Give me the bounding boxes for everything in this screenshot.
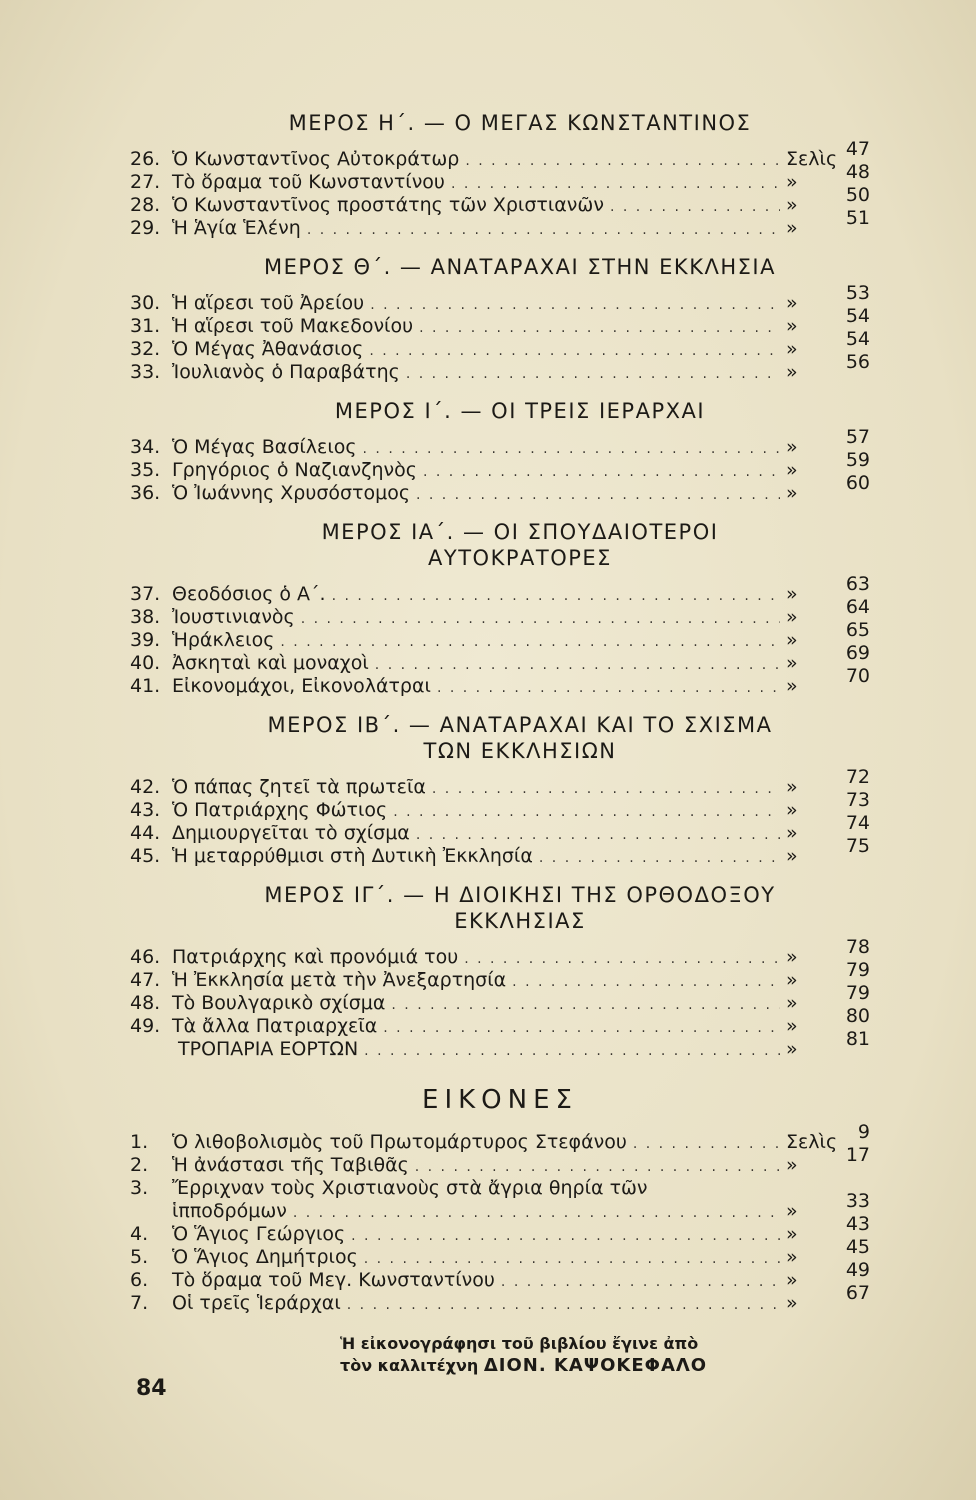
dot-leader bbox=[419, 317, 780, 340]
toc-entry bbox=[130, 472, 870, 505]
toc-entry bbox=[130, 982, 870, 1015]
credit-prefix: τὸν καλλιτέχνη bbox=[340, 1356, 479, 1375]
entry-title: Ἡ Ἁγία Ἑλένη bbox=[172, 217, 301, 239]
toc-entry bbox=[130, 184, 870, 217]
section-heading bbox=[170, 519, 870, 571]
section-heading-line: ΜΕΡΟΣ Η΄. — Ο ΜΕΓΑΣ ΚΩΝΣΤΑΝΤΙΝΟΣ bbox=[288, 111, 752, 135]
dot-leader bbox=[370, 294, 780, 317]
entry-page: 72 bbox=[845, 766, 870, 788]
page-ref-mark: » bbox=[786, 799, 798, 821]
dot-leader bbox=[391, 994, 780, 1017]
toc-entry bbox=[130, 665, 870, 698]
entry-title: Τὸ ὅραμα τοῦ Κωνσταντίνου bbox=[172, 171, 445, 193]
page-ref-mark: » bbox=[786, 822, 798, 844]
dot-leader bbox=[465, 150, 780, 173]
dot-leader bbox=[347, 1294, 780, 1317]
entry-number: 31. bbox=[130, 315, 161, 337]
section-heading bbox=[170, 110, 870, 136]
toc-entry bbox=[130, 1144, 870, 1177]
dot-leader bbox=[406, 363, 780, 386]
section-entries bbox=[130, 766, 870, 868]
entry-title: ΤΡΟΠΑΡΙΑ ΕΟΡΤΩΝ bbox=[178, 1038, 359, 1060]
entry-page: 65 bbox=[845, 619, 870, 641]
illustrations-list bbox=[130, 1121, 870, 1315]
toc-entry bbox=[130, 596, 870, 629]
entry-title: Ὁ Ἅγιος Δημήτριος bbox=[172, 1246, 358, 1268]
page-ref-mark: » bbox=[786, 338, 798, 360]
toc-entry bbox=[130, 1028, 870, 1061]
dot-leader bbox=[351, 1225, 780, 1248]
dot-leader bbox=[464, 948, 780, 971]
entry-page: 73 bbox=[845, 789, 870, 811]
toc-entry bbox=[130, 1213, 870, 1246]
toc-entry bbox=[130, 936, 870, 969]
entry-page: 48 bbox=[845, 161, 870, 183]
page-ref-mark: » bbox=[786, 171, 798, 193]
table-of-contents bbox=[130, 96, 870, 1377]
entry-title-continued: ἱπποδρόμων bbox=[172, 1200, 287, 1222]
section-entries bbox=[130, 426, 870, 505]
entry-page: 70 bbox=[845, 665, 870, 687]
dot-leader bbox=[369, 340, 780, 363]
entry-title: Ὁ Μέγας Ἀθανάσιος bbox=[172, 338, 364, 360]
dot-leader bbox=[383, 1017, 780, 1040]
entry-page: 69 bbox=[845, 642, 870, 664]
entry-number: 40. bbox=[130, 652, 161, 674]
toc-entry bbox=[130, 207, 870, 240]
entry-title: Ὁ Ἰωάννης Χρυσόστομος bbox=[172, 482, 410, 504]
entry-number: 36. bbox=[130, 482, 161, 504]
toc-entry bbox=[130, 305, 870, 338]
entry-number: 27. bbox=[130, 171, 161, 193]
page-ref-mark: » bbox=[786, 652, 798, 674]
dot-leader bbox=[364, 1040, 780, 1063]
entry-page: 54 bbox=[845, 328, 870, 350]
entry-page: 60 bbox=[845, 472, 870, 494]
entry-title: Ἡ μεταρρύθμισι στὴ Δυτικὴ Ἐκκλησία bbox=[172, 845, 533, 867]
page-ref-mark: » bbox=[786, 1223, 798, 1245]
entry-title: Ἡ αἵρεσι τοῦ Μακεδονίου bbox=[172, 315, 414, 337]
toc-entry-continued bbox=[130, 1190, 870, 1223]
page-ref-mark: Σελὶς bbox=[786, 1131, 838, 1153]
entry-number: 5. bbox=[130, 1246, 149, 1268]
entry-number: 44. bbox=[130, 822, 161, 844]
entry-number: 46. bbox=[130, 946, 161, 968]
dot-leader bbox=[280, 631, 780, 654]
entry-title: Ἡ αἵρεσι τοῦ Ἀρείου bbox=[172, 292, 365, 314]
entry-page: 45 bbox=[845, 1236, 870, 1258]
page-ref-mark: » bbox=[786, 459, 798, 481]
entry-page: 49 bbox=[845, 1259, 870, 1281]
entry-page: 67 bbox=[845, 1282, 870, 1304]
entry-title: Ὁ πάπας ζητεῖ τὰ πρωτεῖα bbox=[172, 776, 426, 798]
entry-number: 4. bbox=[130, 1223, 149, 1245]
section-entries bbox=[130, 936, 870, 1061]
page-ref-mark: » bbox=[786, 606, 798, 628]
dot-leader bbox=[451, 173, 780, 196]
toc-entry bbox=[130, 619, 870, 652]
entry-number: 32. bbox=[130, 338, 161, 360]
credit-line-1: Ἡ εἰκονογράφησι τοῦ βιβλίου ἔγινε ἀπὸ bbox=[340, 1334, 699, 1353]
entry-page: 56 bbox=[845, 351, 870, 373]
section-heading-line: ΜΕΡΟΣ Ι΄. — ΟΙ ΤΡΕΙΣ ΙΕΡΑΡΧΑΙ bbox=[334, 399, 706, 423]
section-heading bbox=[170, 398, 870, 424]
entry-title: Ἡράκλειος bbox=[172, 629, 275, 651]
toc-entry bbox=[130, 138, 870, 171]
toc-entry bbox=[130, 161, 870, 194]
entry-number: 39. bbox=[130, 629, 161, 651]
toc-entry bbox=[130, 835, 870, 868]
page-ref-mark: » bbox=[786, 675, 798, 697]
toc-entry bbox=[130, 449, 870, 482]
entry-title: Τὸ Βουλγαρικὸ σχίσμα bbox=[172, 992, 386, 1014]
entry-page: 74 bbox=[845, 812, 870, 834]
section-heading-line: ΤΩΝ ΕΚΚΛΗΣΙΩΝ bbox=[423, 739, 617, 763]
entry-page: 33 bbox=[845, 1190, 870, 1212]
entry-number: 34. bbox=[130, 436, 161, 458]
illustration-credit bbox=[340, 1333, 870, 1377]
entry-page: 54 bbox=[845, 305, 870, 327]
page-ref-mark: » bbox=[786, 583, 798, 605]
entry-title: Γρηγόριος ὁ Ναζιανζηνὸς bbox=[172, 459, 417, 481]
dot-leader bbox=[423, 461, 780, 484]
page-ref-mark: » bbox=[786, 845, 798, 867]
entry-title: Οἱ τρεῖς Ἱεράρχαι bbox=[172, 1292, 341, 1314]
entry-title: Ὁ Κωνσταντῖνος προστάτης τῶν Χριστιανῶν bbox=[172, 194, 604, 216]
dot-leader bbox=[437, 677, 780, 700]
toc-entry bbox=[130, 426, 870, 459]
dot-leader bbox=[610, 196, 780, 219]
entry-number: 1. bbox=[130, 1131, 149, 1153]
toc-entry bbox=[130, 1005, 870, 1038]
entry-number: 38. bbox=[130, 606, 161, 628]
entry-number: 35. bbox=[130, 459, 161, 481]
toc-entry bbox=[130, 1177, 870, 1200]
section-heading-line: ΜΕΡΟΣ ΙΑ΄. — ΟΙ ΣΠΟΥΔΑΙΟΤΕΡΟΙ bbox=[321, 520, 719, 544]
entry-title: Ὁ Πατριάρχης Φώτιος bbox=[172, 799, 388, 821]
entry-page: 79 bbox=[845, 982, 870, 1004]
page-ref-mark: » bbox=[786, 992, 798, 1014]
entry-page: 81 bbox=[845, 1028, 870, 1050]
entry-title: Ὁ λιθοβολισμὸς τοῦ Πρωτομάρτυρος Στεφάνου bbox=[172, 1131, 627, 1153]
entry-number: 2. bbox=[130, 1154, 149, 1176]
entry-title: Ἀσκηταὶ καὶ μοναχοὶ bbox=[172, 652, 369, 674]
entry-page: 78 bbox=[845, 936, 870, 958]
page-ref-mark: » bbox=[786, 361, 798, 383]
entry-number: 7. bbox=[130, 1292, 149, 1314]
credit-line-2 bbox=[340, 1355, 870, 1377]
page-ref-mark: » bbox=[786, 969, 798, 991]
entry-title: Ὁ Ἅγιος Γεώργιος bbox=[172, 1223, 346, 1245]
page-ref-mark: » bbox=[786, 629, 798, 651]
entry-title: Δημιουργεῖται τὸ σχίσμα bbox=[172, 822, 410, 844]
toc-entry bbox=[130, 766, 870, 799]
section-heading bbox=[170, 712, 870, 764]
entry-title: Ὁ Μέγας Βασίλειος bbox=[172, 436, 357, 458]
entry-number: 47. bbox=[130, 969, 161, 991]
entry-number: 43. bbox=[130, 799, 161, 821]
page-ref-mark: Σελὶς bbox=[786, 148, 838, 170]
page-ref-mark: » bbox=[786, 436, 798, 458]
entry-page: 75 bbox=[845, 835, 870, 857]
entry-page: 47 bbox=[845, 138, 870, 160]
entry-page: 43 bbox=[845, 1213, 870, 1235]
entry-page: 79 bbox=[845, 959, 870, 981]
entry-title: Ἰουστινιανὸς bbox=[172, 606, 295, 628]
toc-entry bbox=[130, 812, 870, 845]
toc-entry bbox=[130, 789, 870, 822]
entry-number: 6. bbox=[130, 1269, 149, 1291]
illustrations-heading: ΕΙΚΟΝΕΣ bbox=[422, 1085, 578, 1115]
section-entries bbox=[130, 138, 870, 240]
artist-name: ΔΙΟΝ. ΚΑΨΟΚΕΦΑΛΟ bbox=[483, 1355, 708, 1376]
entry-number: 41. bbox=[130, 675, 161, 697]
dot-leader bbox=[432, 778, 780, 801]
toc-entry bbox=[130, 1259, 870, 1292]
entry-number: 33. bbox=[130, 361, 161, 383]
dot-leader bbox=[307, 219, 780, 242]
dot-leader bbox=[375, 654, 780, 677]
entry-page: 59 bbox=[845, 449, 870, 471]
page-ref-mark: » bbox=[786, 315, 798, 337]
page-ref-mark: » bbox=[786, 217, 798, 239]
dot-leader bbox=[393, 801, 780, 824]
entry-page: 64 bbox=[845, 596, 870, 618]
dot-leader bbox=[301, 608, 780, 631]
entry-page: 9 bbox=[857, 1121, 870, 1143]
entry-title: Πατριάρχης καὶ προνόμιά του bbox=[172, 946, 459, 968]
entry-number: 48. bbox=[130, 992, 161, 1014]
page-ref-mark: » bbox=[786, 776, 798, 798]
dot-leader bbox=[512, 971, 780, 994]
section-heading-line: ΜΕΡΟΣ ΙΒ΄. — ΑΝΑΤΑΡΑΧΑΙ ΚΑΙ ΤΟ ΣΧΙΣΜΑ bbox=[267, 713, 773, 737]
dot-leader bbox=[416, 824, 780, 847]
section-heading-line: ΑΥΤΟΚΡΑΤΟΡΕΣ bbox=[428, 546, 612, 570]
page-ref-mark: » bbox=[786, 1200, 798, 1222]
toc-entry bbox=[130, 642, 870, 675]
page-ref-mark: » bbox=[786, 292, 798, 314]
dot-leader bbox=[415, 1156, 780, 1179]
entry-number: 3. bbox=[130, 1177, 149, 1199]
toc-entry bbox=[130, 1282, 870, 1315]
dot-leader bbox=[416, 484, 780, 507]
dot-leader bbox=[364, 1248, 780, 1271]
entry-title: Ἰουλιανὸς ὁ Παραβάτης bbox=[172, 361, 400, 383]
entry-page: 50 bbox=[845, 184, 870, 206]
dot-leader bbox=[363, 438, 780, 461]
toc-entry bbox=[130, 1121, 870, 1154]
toc-entry bbox=[130, 351, 870, 384]
section-entries bbox=[130, 573, 870, 698]
section-heading-line: ΜΕΡΟΣ ΙΓ΄. — Η ΔΙΟΙΚΗΣΙ ΤΗΣ ΟΡΘΟΔΟΞΟΥ bbox=[264, 883, 776, 907]
entry-title: Ὁ Κωνσταντῖνος Αὐτοκράτωρ bbox=[172, 148, 460, 170]
entry-title: Θεοδόσιος ὁ Α΄. bbox=[172, 583, 326, 605]
page-ref-mark: » bbox=[786, 482, 798, 504]
entry-title: Ἔρριχναν τοὺς Χριστιανοὺς στὰ ἄγρια θηρία τῶν bbox=[172, 1177, 648, 1199]
page-ref-mark: » bbox=[786, 1015, 798, 1037]
entry-page: 53 bbox=[845, 282, 870, 304]
dot-leader bbox=[633, 1133, 780, 1156]
toc-entry bbox=[130, 1236, 870, 1269]
dot-leader bbox=[539, 847, 780, 870]
entry-number: 26. bbox=[130, 148, 161, 170]
entry-title: Ἡ ἀνάστασι τῆς Ταβιθᾶς bbox=[172, 1154, 409, 1176]
entry-number: 30. bbox=[130, 292, 161, 314]
entry-number: 37. bbox=[130, 583, 161, 605]
entry-page: 57 bbox=[845, 426, 870, 448]
entry-title: Τὰ ἄλλα Πατριαρχεῖα bbox=[172, 1015, 378, 1037]
entry-number: 29. bbox=[130, 217, 161, 239]
entry-page: 51 bbox=[845, 207, 870, 229]
entry-title: Εἰκονομάχοι, Εἰκονολάτραι bbox=[172, 675, 431, 697]
page-ref-mark: » bbox=[786, 1038, 798, 1060]
toc-entry bbox=[130, 959, 870, 992]
entry-number: 49. bbox=[130, 1015, 161, 1037]
entry-page: 63 bbox=[845, 573, 870, 595]
entry-number: 42. bbox=[130, 776, 161, 798]
entry-number: 45. bbox=[130, 845, 161, 867]
page-ref-mark: » bbox=[786, 1154, 798, 1176]
page-ref-mark: » bbox=[786, 1246, 798, 1268]
section-heading-line: ΕΚΚΛΗΣΙΑΣ bbox=[454, 909, 586, 933]
page-ref-mark: » bbox=[786, 946, 798, 968]
entry-title: Τὸ ὅραμα τοῦ Μεγ. Κωνσταντίνου bbox=[172, 1269, 495, 1291]
section-heading bbox=[170, 254, 870, 280]
entry-page: 17 bbox=[845, 1144, 870, 1166]
entry-title: Ἡ Ἐκκλησία μετὰ τὴν Ἀνεξαρτησία bbox=[172, 969, 507, 991]
entry-number: 28. bbox=[130, 194, 161, 216]
toc-entry bbox=[130, 573, 870, 606]
toc-entry bbox=[130, 282, 870, 315]
section-heading-line: ΜΕΡΟΣ Θ΄. — ΑΝΑΤΑΡΑΧΑΙ ΣΤΗΝ ΕΚΚΛΗΣΙΑ bbox=[264, 255, 776, 279]
section-entries bbox=[130, 282, 870, 384]
page-number: 84 bbox=[136, 1376, 167, 1401]
page-ref-mark: » bbox=[786, 1269, 798, 1291]
entry-page: 80 bbox=[845, 1005, 870, 1027]
dot-leader bbox=[501, 1271, 780, 1294]
dot-leader bbox=[332, 585, 780, 608]
toc-entry bbox=[130, 328, 870, 361]
section-heading bbox=[170, 882, 870, 934]
page-ref-mark: » bbox=[786, 1292, 798, 1314]
page-ref-mark: » bbox=[786, 194, 798, 216]
dot-leader bbox=[293, 1202, 780, 1225]
